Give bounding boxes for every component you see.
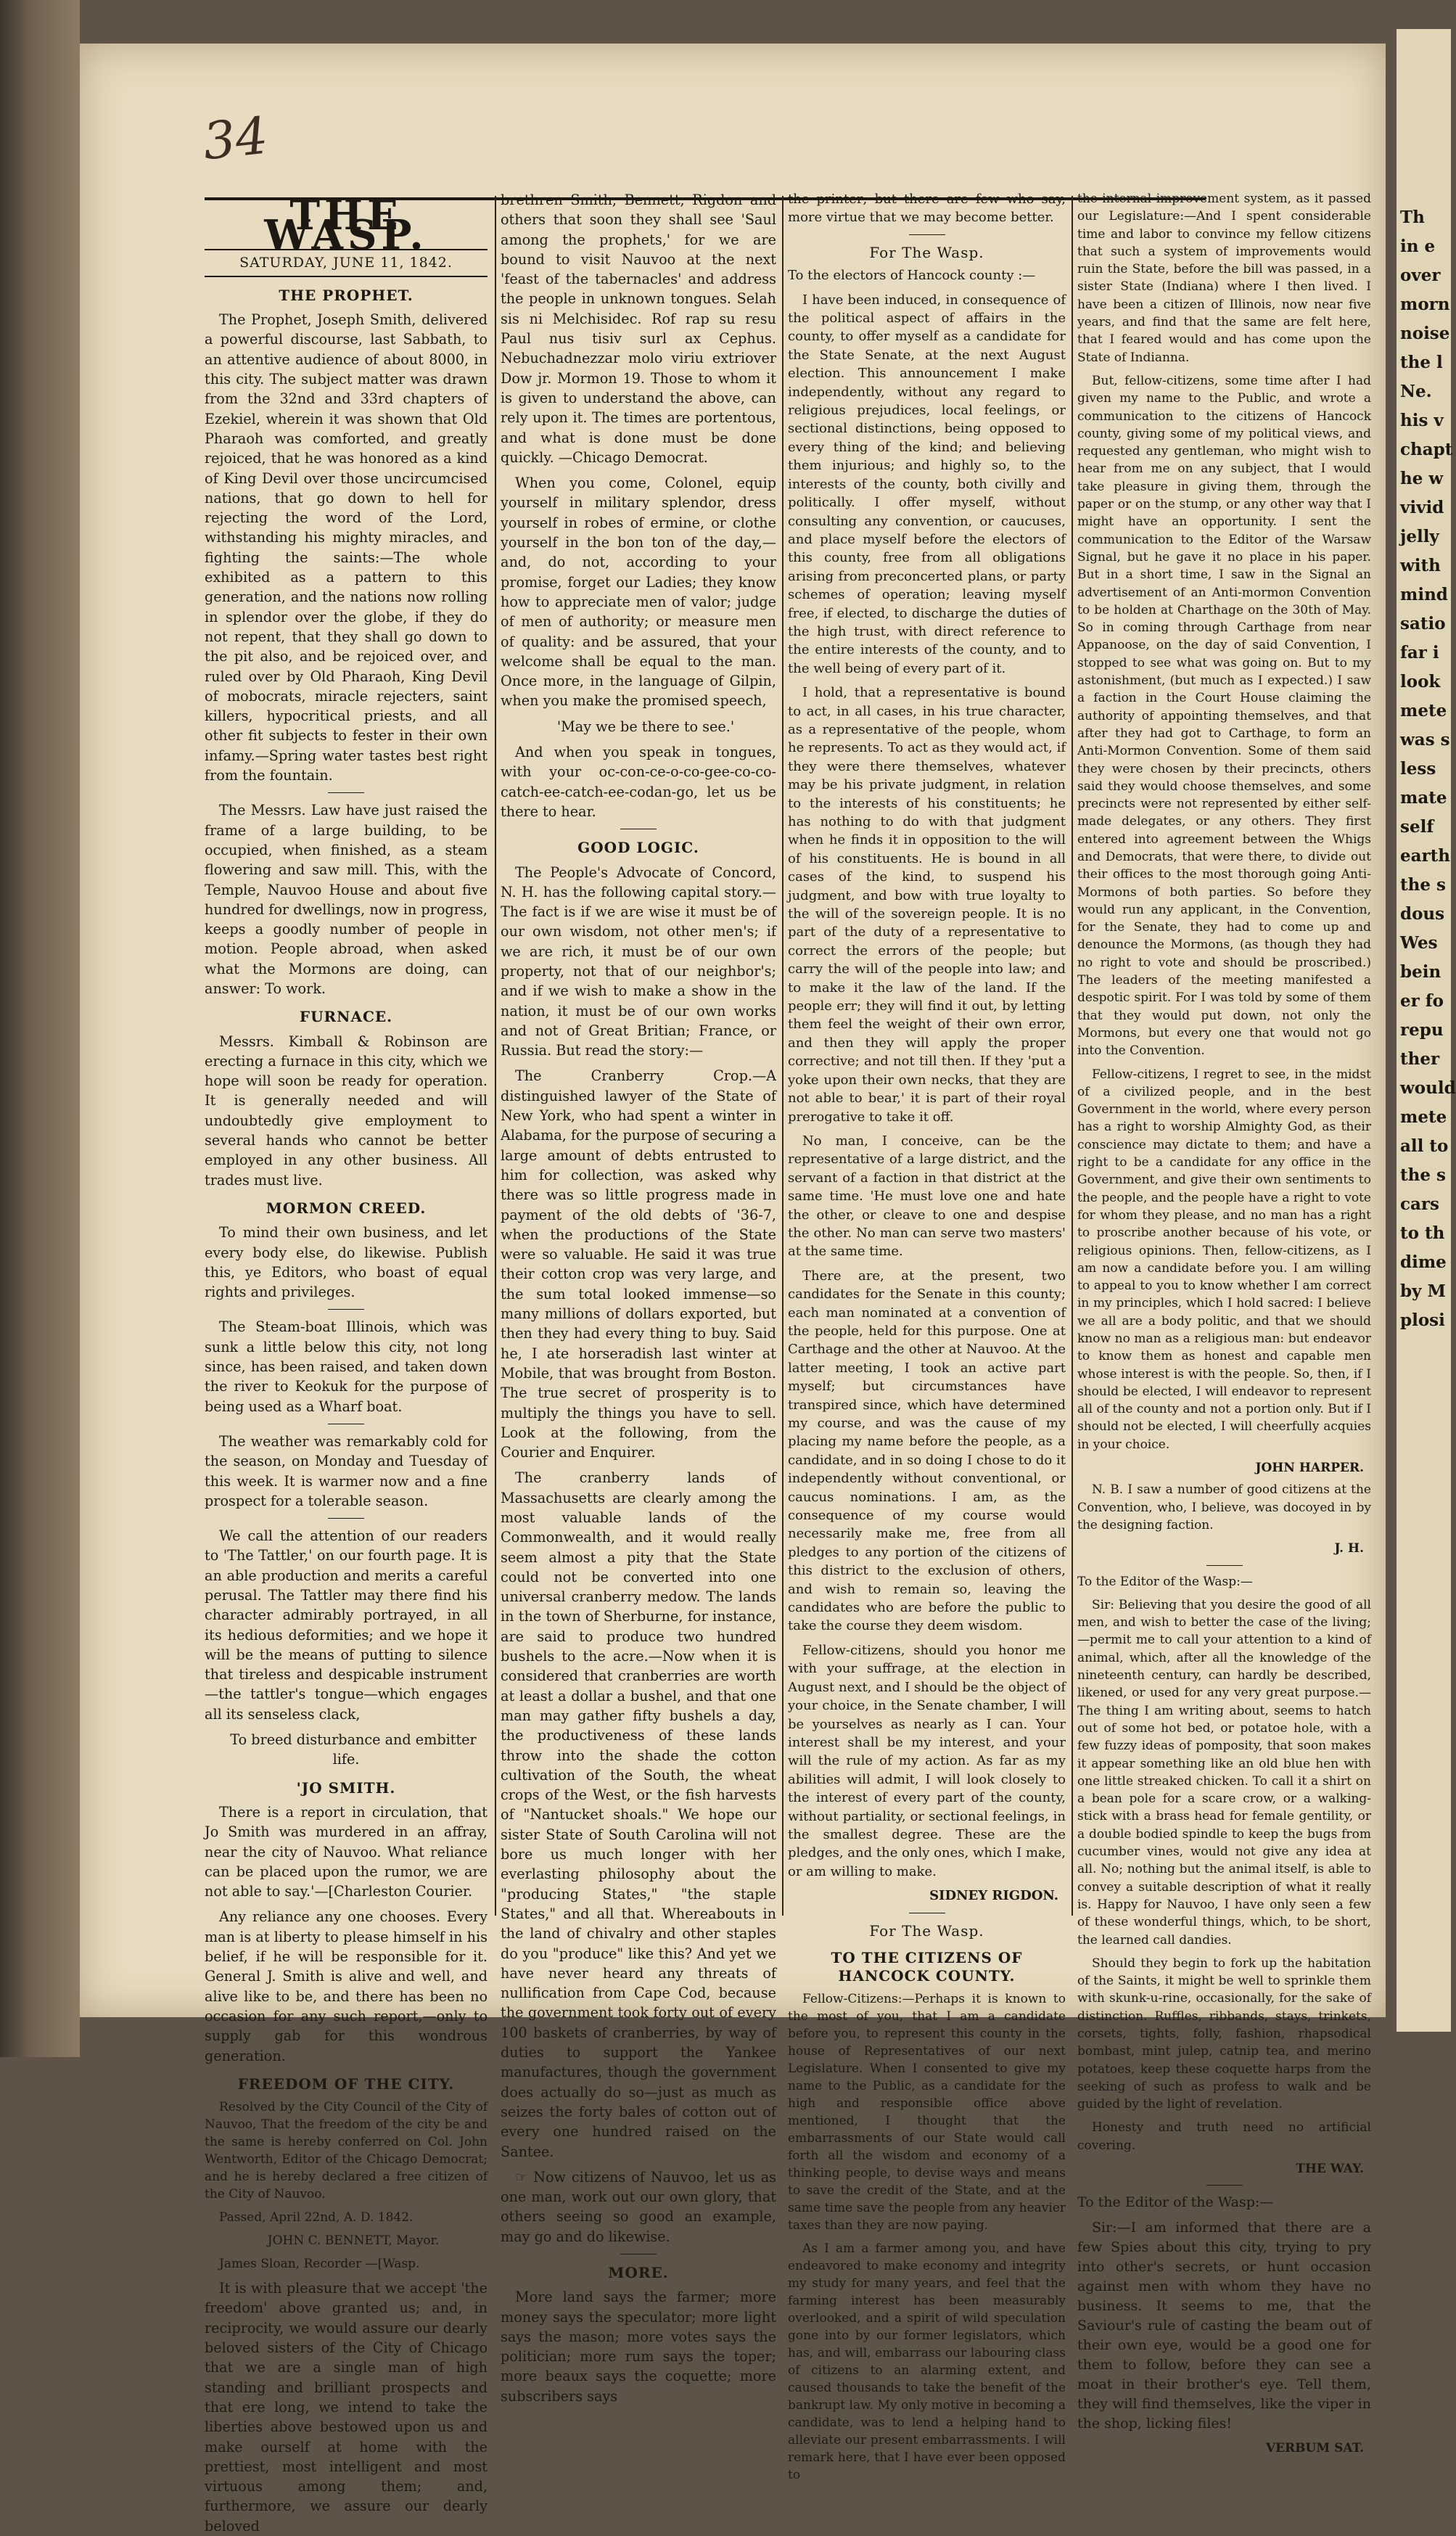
column-2: [501, 190, 776, 2405]
harper-nb: N. B. I saw a number of good citizens at the Convention, who, I believe, was docoyed in by the designing faction.: [1077, 1482, 1371, 1532]
article-jo-smith-reply: Any reliance any one chooses. Every man is at liberty to please himself in his belief, if he will be responsible for it. General J. Smith is alive and well, and alive like to be, and there has been no occasion for any such report,—only to supply gab for this wondrous generation.: [205, 1908, 488, 2064]
article-tattler-end: To breed disturbance and embitter life.: [230, 1731, 477, 1768]
harper-paragraph-5: Fellow-citizens, I regret to see, in the midst of a civilized people, and in the best Government in the world, where every person has a right to worship Almighty God, as their conscience may dictate to them; and have a right to be a candidate for any office in the Government, and give their own sentiments to the people, and the people have a right to vote for whom they please, and no man has a right to proscribe another because of his vote, or religious opinions. Then, fellow-citizens, as I am now a candidate before you. I am willing to appeal to you to know whether I am correct in my principles, which I hold sacred: I believe we all are a body politic, and that we should know no man as a religious man: but endeavor to know them as honest and capable men whose interest is with the people. So, then, if I should be elected, I will endeavor to represent all of the county and not a portion only. But if I should not be elected, I will cheerfully acquies in your choice.: [1077, 1067, 1371, 1452]
article-prophet: The Prophet, Joseph Smith, delivered a powerful discourse, last Sabbath, to an attentive audience of about 8000, in this city. The subject matter was drawn from the 32nd and 33rd chapters of Ezekiel, wherein it was shown that Old Pharaoh was comforted, and greatly rejoiced, that he was honored as a kind of King Devil over those uncircumcised nations, that go down to hell for rejecting the word of the Lord, withstanding his mighty miracles, and fighting the saints:—The whole exhibited as a pattern to this generation, and the nations now rolling in splendor over the globe, if they do not repent, that they shall go down to the pit also, and be rejoiced over, and ruled over by Old Pharaoh, King Devil of mobocrats, miracle rejecters, saint killers, hypocritical priests, and all other fit subjects to fester in their own infamy.—Spring water tastes best right from the fountain.: [205, 311, 488, 784]
edge-fragment: was s: [1400, 730, 1450, 750]
edge-fragment: with: [1400, 556, 1441, 575]
edge-fragment: to th: [1400, 1223, 1445, 1243]
edge-fragment: noise: [1400, 324, 1450, 343]
edge-fragment: look: [1400, 672, 1441, 692]
masthead: THE WASP.: [264, 192, 428, 260]
edge-fragment: over: [1400, 266, 1441, 285]
handwritten-page-number: 34: [200, 105, 271, 172]
harper-paragraph-2: As I am a farmer among you, and have endeavored to make economy and integrity my study for many years, and feel that the farming interest has been measurably overlooked, and a spirit of wild speculation gone into by our former legislators, which has, and will, embarrass our labouring class of citizens to an alarming extent, and caused thousands to take the benefit of the bankrupt law. My only motive in becoming a candidate, was to lend a helping hand to alleviate our present embarrassments. I will remark here, that I have ever been opposed to: [788, 2241, 1066, 2482]
article-printer: the printer; but there are few who say, more virtue that we may become better.: [788, 192, 1066, 226]
separator: [328, 1518, 364, 1519]
for-the-wasp-label: For The Wasp.: [869, 243, 984, 261]
edge-fragment: his v: [1400, 411, 1444, 430]
article-freedom: Resolved by the City Council of the City of Nauvoo, That the freedom of the city be and the same is hereby conferred on Col. John Wentworth, Editor of the Chicago Democrat; and he is hereby declared a free citizen of the City of Nauvoo.: [205, 2100, 488, 2202]
letter-dandies: Sir: Believing that you desire the good of all men, and wish to better the case of the living;—permit me to call your attention to a kind of animal, which, after all the knowledge of the nineteenth century, can hardly be described, likened, or used for any very great purpose.—The thing I am writing about, seems to hatch out of some hot bed, or potatoe hole, with a few fuzzy ideas of pomposity, that soon makes it appear something like an old blue hen with one little streaked chicken. To call it a shirt on a bean pole for a scare crow, or a walking-stick with a brass head for female gentility, or a double bodied spindle to keep the bugs from cucumber vines, would not give any idea at all. No; nothing but the animal itself, is able to convey a suitable description of what it really is. Happy for Nauvoo, I have only seen a few of these wonderful things, which, to be short, the learned call dandies.: [1077, 1597, 1371, 1948]
for-the-wasp-label-2: For The Wasp.: [869, 1921, 984, 1940]
article-pleasure: It is with pleasure that we accept 'the freedom' above granted us; and, in reciprocity, we would assure our dearly beloved sisters of the City of Chicago that we are a single man of high standing and brilliant prospects and that ere long, we intend to take the liberties above bestowed upon us and make ourself at home with the prettiest, most intelligent and most virtuous among them; and, furthermore, we assure our dearly beloved: [205, 2280, 488, 2535]
edge-fragment: mete: [1400, 1107, 1447, 1127]
edge-fragment: satio: [1400, 614, 1446, 633]
headline-furnace: FURNACE.: [299, 1008, 393, 1026]
harper-signature: JOHN HARPER.: [1255, 1461, 1364, 1476]
rigdon-paragraph-1: I have been induced, in consequence of the political aspect of affairs in the county, to offer myself as a candidate for the State Senate, at the next August election. This announcement I make independently, without any regard to religious prejudices, local feelings, or sectional distinctions, being opposed to every thing of the kind; and believing them injurious; and highly so, to the interests of the county, both civilly and politically. I offer myself, without consulting any convention, or caucuses, and place myself before the electors of this county, free from all obligations arising from preconcerted plans, or party schemes of operation; leaving myself free, if elected, to discharge the duties of the high trust, with direct reference to the entire interests of the county, and to the well being of every part of it.: [788, 292, 1066, 676]
article-furnace: Messrs. Kimball & Robinson are erecting a furnace in this city, which we hope will soon be ready for operation. It is generally needed and will undoubtedly give employment to several hands who cannot be better employed in any other business. All trades must live.: [205, 1033, 488, 1189]
edge-fragment: Ne.: [1400, 382, 1432, 401]
headline-more: MORE.: [608, 2263, 669, 2281]
separator: [1206, 1565, 1243, 1566]
article-cranberry-crop: The Cranberry Crop.—A distinguished lawyer of the State of New York, who had spent a winter in Alabama, for the purpose of securing a large amount of debts entrusted to him for collection, was asked why there was so little progress made in payment of the old debts of '36-7, when the productions of the State were so valuable. He said it was true their cotton crop was very large, and the sum total looked immense—so many millions of dollars exported, but then they had every thing to buy. Said he, I ate horseradish last winter at Mobile, that was brought from Boston. The true secret of prosperity is to multiply the things you have to sell. Look at the following, from the Courier and Enquirer.: [501, 1067, 776, 1461]
dateline: SATURDAY, JUNE 11, 1842.: [205, 249, 488, 277]
rigdon-paragraph-3: No man, I conceive, can be the representative of a large district, and the servant of a faction in that district at the same time. 'He must love one and hate the other, or cleave to one and despise the other. No man can serve two masters' at the same time.: [788, 1133, 1066, 1260]
article-cranberry-lands: The cranberry lands of Massachusetts are clearly among the most valuable lands of the Commonwealth, and it would really seem almost a pity that the State could not be converted into one universal cranberry medow. The lands in the town of Sherburne, for instance, are said to produce two hundred bushels to the acre.—Now when it is considered that cranberries are worth at least a dollar a bushel, and that one man may gather fifty bushels a day, the productiveness of these lands throw into the shade the cotton cultivation of the South, the wheat crops of the West, or the fish harvests of "Nantucket shoals." We hope our sister State of South Carolina will not bore us much longer with her everlasting philosophy about the "producing States," "the staple States," and all that. Whereabouts in the land of chivalry and other staples do you "produce" like this? And yet we have never heard any threats of nullification from Cape Cod, because the government took forty out of every 100 baskets of cranberries, by way of duties to support the Yankee manufactures, though the government does actually do so—just as much as seizes the forty bales of cotton out of every one hundred raised on the Santee.: [501, 1469, 776, 2160]
article-law: The Messrs. Law have just raised the frame of a large building, to be occupied, when finished, as a steam flowering and saw mill. This, with the Temple, Nauvoo House and about five hundred for dwellings, now in progress, keeps a goodly number of people in motion. People abroad, when asked what the Mormons are doing, can answer: To work.: [205, 802, 488, 997]
rigdon-paragraph-2: I hold, that a representative is bound to act, in all cases, in his true character, as a representative of the people, whom he represents. To act as they would act, if they were there themselves, whatever may be his private judgment, in relation to the interests of his constituents; he has nothing to do with that judgment when he finds it in opposition to the will of his constituents. He is bound in all cases of the kind, to suspend his judgment, and bow with true loyalty to the will of the sovereign people. It is no part of the duty of a representative to correct the errors of the people; but carry the will of the people into law; and to make it the law of the land. If the people err; they will find it out, by letting them feel the weight of their own error, and then they will apply the proper corrective; and not till then. If they 'put a yoke upon their own necks, that they are not able to bear,' it is part of their royal prerogative to take it off.: [788, 685, 1066, 1125]
harper-paragraph-4: But, fellow-citizens, some time after I had given my name to the Public, and wrote a communication to the citizens of Hancock county, giving some of my political views, and requested any gentleman, who might wish to hear from me on any subject, that I would take pleasure in giving them, through the paper or on the stump, or any other way that I might have an opportunity. I sent the communication to the Editor of the Warsaw Signal, but he gave it no place in his paper. But in a short time, I saw in the Signal an advertisement of an Anti-mormon Convention to be holden at Charthage on the 30th of May. So in coming through Carthage from near Appanoose, on the day of said Convention, I stopped to see what was going on. But to my astonishment, (but much as I expected.) I saw a faction in the Court House claiming the authority of appointing themselves, and that after they had got to Carthage, to form an Anti-Mormon Convention. Some of them said they were chosen by their precincts, others said they would choose themselves, and some precincts were not represented by either self-made delegates, or any others. They first entered into agreement between the Whigs and Democrats, that were there, to divide out their offices to the most thorough going Anti-Mormons of both parties. So before they would run any applicant, in the Convention, for the Senate, they had to come up and denounce the Mormons, (as though they had no right to vote and should be proscribed.) The leaders of the meeting manifested a despotic spirit. For I was told by some of them that they would put down, not only the Mormons, but every one that would not go into the Convention.: [1077, 373, 1371, 1059]
edge-fragment: self: [1400, 817, 1434, 837]
article-weather: The weather was remarkably cold for the season, on Monday and Tuesday of this week. It is warmer now and a fine prospect for a tolerable season.: [205, 1432, 488, 1509]
article-brethren: brethren Smith, Bennett, Rigdon and others that soon they shall see 'Saul among the prophets,' for we are bound to visit Nauvoo at the next 'feast of the tabernacles' and address the people in unknown tongues. Selah sis ni Melchisidec. Rof rap su resu Paul nus tisiv surl ax Cephus. Nebuchadnezzar molo viriu extriover Dow jr. Mormon 19. Those to whom it is given to understand the above, can rely upon it. The times are portentous, and what is done must be done quickly. —Chicago Democrat.: [501, 192, 776, 466]
edge-fragment: far i: [1400, 643, 1439, 662]
article-tongues: And when you speak in tongues, with your oc-con-ce-o-co-gee-co-co-catch-ee-catch-ee-codan-go, let us be there to hear.: [501, 744, 776, 820]
column-rule-3: [1072, 196, 1073, 1916]
edge-fragment: he w: [1400, 469, 1444, 488]
harper-paragraph-1: Fellow-Citizens:—Perhaps it is known to the most of you, that I am a candidate before you, to represent this county in the house of Representatives of our next Legislature. When I consented to give my name to the Public, as a candidate for the high and responsible office above mentioned, I thought that the embarrassments of our State would call forth all the wisdom and economy of a thinking people, to devise ways and means to save the credit of the State, and at the same time save the people from any heavier taxes than they are now paying.: [788, 1991, 1066, 2233]
gilpin-quote: 'May we be there to see.': [556, 718, 735, 735]
column-rule-1: [495, 196, 496, 1916]
edge-fragment: in e: [1400, 237, 1436, 256]
column-1: [205, 190, 488, 2535]
jh-initials: J. H.: [1334, 1541, 1364, 1556]
editor-salutation: To the Editor of the Wasp:—: [1077, 1574, 1253, 1589]
edge-fragment: Th: [1400, 208, 1425, 227]
headline-good-logic: GOOD LOGIC.: [577, 839, 699, 857]
headline-jo-smith: 'JO SMITH.: [296, 1778, 396, 1797]
edge-fragment: er fo: [1400, 991, 1444, 1011]
adjacent-page-edge: [1397, 29, 1456, 2032]
recorder-signature: James Sloan, Recorder —[Wasp.: [219, 2257, 420, 2272]
edge-fragment: ther: [1400, 1049, 1440, 1069]
edge-fragment: all to: [1400, 1136, 1449, 1156]
headline-creed: MORMON CREED.: [266, 1199, 427, 1217]
separator: [328, 1309, 364, 1310]
headline-prophet: THE PROPHET.: [279, 286, 414, 304]
letter-saints: Should they begin to fork up the habitation of the Saints, it might be well to sprinkle them with skunk-u-rine, occasionally, for the sake of distinction. Ruffles, ribbands, stays, trinkets, corsets, tights, folly, fashion, rhapsodical bombast, mint julep, catnip tea, and merino potatoes, keep these coquette harps from the seeking of such as profess to walk and be guided by the light of revelation.: [1077, 1956, 1371, 2112]
edge-fragment: by M: [1400, 1281, 1446, 1301]
edge-fragment: chapt: [1400, 440, 1453, 459]
separator: [1206, 2185, 1243, 2186]
edge-fragment: dous: [1400, 904, 1445, 924]
column-rule-2: [782, 196, 783, 1916]
headline-freedom: FREEDOM OF THE CITY.: [237, 2075, 455, 2093]
verbum-sat-signature: VERBUM SAT.: [1265, 2441, 1364, 2456]
the-way-signature: THE WAY.: [1296, 2162, 1364, 2177]
edge-fragment: dime: [1400, 1252, 1447, 1272]
editor-salutation-2: To the Editor of the Wasp:—: [1077, 2194, 1274, 2211]
article-jo-smith: There is a report in circulation, that Jo Smith was murdered in an affray, near the city of Nauvoo. What reliance can be placed upon the rumor, we are not able to say.'—[Charleston Courier.: [205, 1803, 488, 1900]
article-tattler: We call the attention of our readers to 'The Tattler,' on our fourth page. It is an able production and merits a careful perusal. The Tattler may there find his character admirably portrayed, in all its hedious deformities; and we hope it will be the means of putting to silence that tireless and despicable instrument—the tattler's tongue—which engages all its senseless clack,: [205, 1527, 488, 1723]
column-3: [788, 190, 1066, 2482]
edge-fragment: the s: [1400, 1165, 1446, 1185]
edge-fragment: plosi: [1400, 1310, 1445, 1330]
article-nauvoo-glory: ☞ Now citizens of Nauvoo, let us as one man, work out our own glory, that others seeing so good an example, may go and do likewise.: [501, 2168, 776, 2245]
edge-fragment: cars: [1400, 1194, 1439, 1214]
edge-fragment: the s: [1400, 875, 1446, 895]
electors-salutation: To the electors of Hancock county :—: [788, 268, 1036, 284]
edge-fragment: the l: [1400, 353, 1443, 372]
column-4: [1077, 190, 1371, 2456]
article-creed: To mind their own business, and let every body else, do likewise. Publish this, ye Editors, who boast of equal rights and privileges.: [205, 1224, 488, 1301]
edge-fragment: mete: [1400, 701, 1447, 721]
article-more: More land says the farmer; more money says the speculator; more light says the mason; more votes says the politician; more rum says the toper; more beaux says the coquette; more subscribers says: [501, 2289, 776, 2405]
edge-fragment: jelly: [1400, 527, 1439, 546]
harper-paragraph-3: the internal improvement system, as it passed our Legislature:—And I spent considerable time and labor to convince my fellow citizens that such a system of improvements would ruin the State, before the bill was passed, in a sister State (Indiana) where I then lived. I have been a citizen of Illinois, now near five years, and find that the same are felt here, that I feared would and has come upon the State of Indianna.: [1077, 192, 1371, 365]
edge-fragment: would: [1400, 1078, 1456, 1098]
edge-fragment: mate: [1400, 788, 1447, 808]
edge-fragment: morn: [1400, 295, 1450, 314]
article-steamboat: The Steam-boat Illinois, which was sunk a little below this city, not long since, has been raised, and taken down the river to Keokuk for the purpose of being used as a Wharf boat.: [205, 1318, 488, 1415]
rigdon-paragraph-4: There are, at the present, two candidates for the Senate in this county; each man nominated at a convention of the people, held for this purpose. One at Carthage and the other at Nauvoo. At the latter meeting, I took an active part myself; but circumstances have transpired since, which have determined my course, and was the cause of my placing my name before the people, as a candidate, and in so doing I chose to do it independently without conventional, or caucus nominations. I am, as the consequence of my course would necessarily make me, free from all pledges to any portion of the citizens of this district to the exclusion of others, and wish to remain so, leaving the candidates who are before the public to take the course they deem wisdom.: [788, 1268, 1066, 1634]
edge-fragment: repu: [1400, 1020, 1444, 1040]
edge-fragment: less: [1400, 759, 1436, 779]
article-colonel: When you come, Colonel, equip yourself in military splendor, dress yourself in robes of ermine, or clothe yourself in the bon ton of the day,—and, do not, according to your promise, forget our Ladies; they know how to appreciate men of valor; judge of men of authority; or measure men of quality: and be assured, that your welcome shall be equal to the man. Once more, in the language of Gilpin, when you make the promised speech,: [501, 475, 776, 710]
letter-honesty: Honesty and truth need no artificial covering.: [1077, 2120, 1371, 2153]
edge-fragment: Wes: [1400, 933, 1438, 953]
mayor-signature: JOHN C. BENNETT, Mayor.: [267, 2233, 440, 2249]
rigdon-signature: SIDNEY RIGDON.: [929, 1888, 1058, 1904]
article-good-logic: The People's Advocate of Concord, N. H. has the following capital story.—The fact is if we are wise it must be of our own wisdom, not other men's; if we are rich, it must be of our own property, not that of our neighbor's; and if we wish to make a show in the nation, it must be of our own works and not of Great Britian; France, or Russia. But read the story:—: [501, 863, 776, 1059]
rigdon-paragraph-5: Fellow-citizens, should you honor me with your suffrage, at the election in August next, and I should be the object of your choice, in the Senate chamber, I will be yourselves as nearly as I can. Your interest shall be my interest, and your will the rule of my action. As far as my abilities will admit, I will look closely to the interest of every part of the county, without partiality, or sectional feelings, in the smallest degree. These are the pledges, and the only ones, which I make, or am willing to make.: [788, 1642, 1066, 1879]
edge-fragment: mind: [1400, 585, 1448, 604]
edge-fragment: bein: [1400, 962, 1441, 982]
letter-spies: Sir:—I am informed that there are a few Spies about this city, trying to pry into other's secrets, or hunt occasion against men with whom they have no business. It seems to me, that the Saviour's rule of casting the beam out of their own eye, would be a good one for them to follow, before they can see a moat in their brother's eye. Tell them, they will find themselves, like the viper in the shop, licking files!: [1077, 2220, 1371, 2432]
passed-date: Passed, April 22nd, A. D. 1842.: [219, 2210, 414, 2225]
edge-fragment: vivid: [1400, 498, 1444, 517]
separator: [909, 234, 945, 235]
separator: [328, 792, 364, 793]
headline-citizens-hancock: TO THE CITIZENS OF HANCOCK COUNTY.: [831, 1948, 1023, 1985]
edge-fragment: earth: [1400, 846, 1450, 866]
book-binding: [0, 0, 80, 2057]
